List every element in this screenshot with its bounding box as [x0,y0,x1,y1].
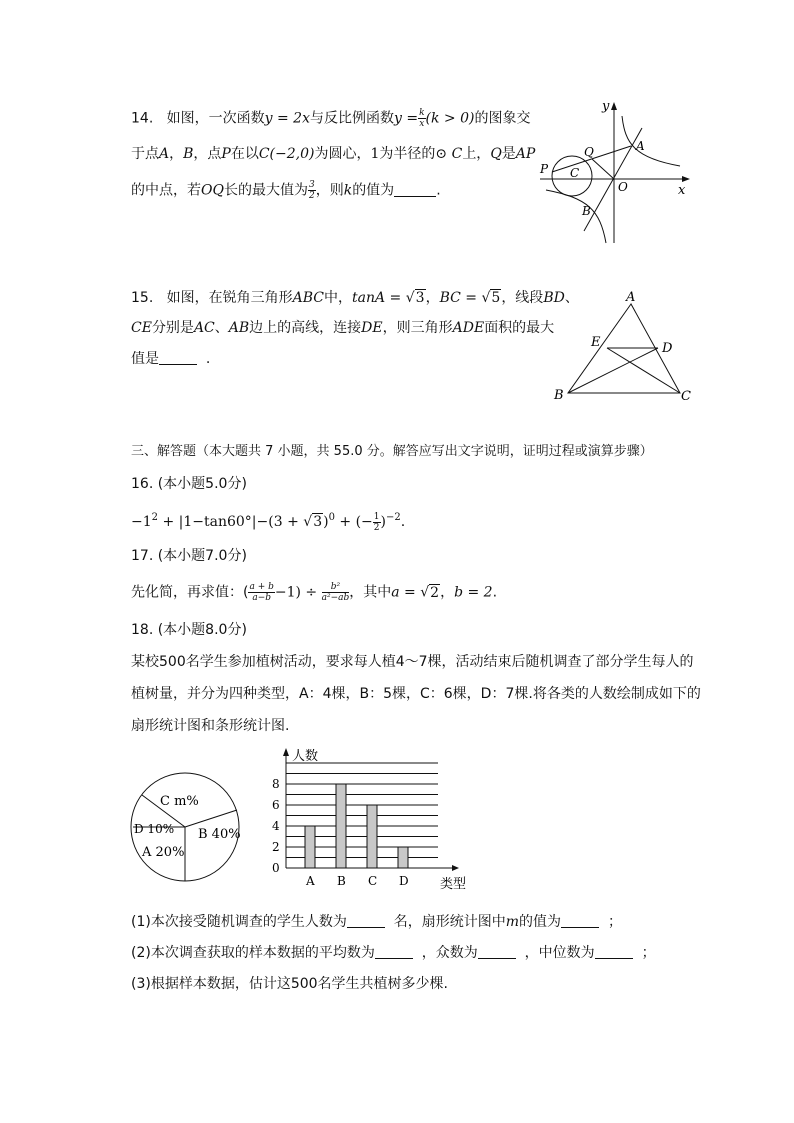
x-tick-label: A [306,874,315,888]
text: ，中位数为 [524,945,595,961]
fraction [322,582,350,603]
text: 、 [214,320,229,336]
y-tick-label: 8 [272,777,280,791]
pie-label-d: D 10% [134,822,175,836]
math: tanA = [352,290,406,306]
bar-c [367,805,377,868]
math: k [343,182,353,199]
text: . [205,351,211,367]
math: . [400,514,406,530]
q15-figure [548,286,698,406]
label-x: x [678,183,686,198]
text: 如图，在锐角三角形 [166,290,293,306]
text: 的值为 [352,182,395,199]
math: B [183,146,194,162]
text: ，众数为 [421,945,478,961]
section-title: 三、解答题（本大题共 7 小题，共 55.0 分。解答应写出文字说明，证明过程或演算步骤） [131,444,653,459]
label-c: C [681,389,691,404]
text: 名，扇形统计图中 [393,914,506,930]
answer-blank [561,913,599,928]
bar-d [398,847,408,868]
text: 面积的最大 [484,320,555,336]
text: 的图象交 [474,110,531,127]
x-tick-label: B [337,874,346,888]
label-d: D [662,341,673,356]
q18-sub1 [131,912,622,932]
math: ADE [452,320,485,336]
q18-sub3: (3)根据样本数据，估计这500名学生共植树多少棵. [131,976,449,992]
text: 的中点，若 [131,182,201,199]
math: Q [490,146,502,162]
math: C [451,146,463,162]
label-c: C [570,166,580,180]
q17-expression: 先化简，再求值：( $\frac{a + b}{a-b}$ −1) ÷ $\frac{\text{b²}}{\text{a²−ab}}$ ，其中a = √2，b = 2. [131,582,498,603]
q18-paragraph-2: 植树量，并分为四种类型，A：4棵，B：5棵，C：6棵，D：7棵.将各类的人数绘制成如下的 [131,686,701,702]
superscript: 2 [151,512,159,523]
fraction [308,180,316,201]
pie-label-a: A 20% [142,845,185,860]
q15-line3 [131,349,210,369]
segment-bd [568,348,658,393]
text: 是 [501,146,516,162]
q16-heading: 16. (本小题5.0分) [131,476,247,492]
label-p: P [540,162,549,176]
y-axis-arrow [611,102,617,110]
text: 在以 [230,146,259,162]
y-tick-label: 4 [272,819,280,833]
x-axis-arrow [452,865,459,871]
text: ； [607,914,622,930]
q14-line3 [131,180,441,201]
q14-number: 14. [131,110,154,127]
math: y = 2x [264,110,310,127]
math: + (− [334,514,373,530]
numerator: 3 [308,180,315,190]
numerator: b² [322,582,350,593]
math: BD [543,290,565,306]
q14-line2 [131,144,535,164]
text: (2)本次调查获取的样本数据的平均数为 [131,945,375,961]
text: ，点 [193,146,222,162]
math: b = 2 [454,584,493,601]
math: OQ [201,182,224,199]
math: AP [515,146,536,162]
label-a: A [636,139,645,153]
fraction [418,108,425,129]
q18-paragraph-1: 某校500名学生参加植树活动，要求每人植4～7棵，活动结束后随机调查了部分学生每人的 [131,654,694,670]
hyperbola-branch-2 [546,190,606,243]
q15-number: 15. [131,290,154,306]
q18-sub2 [131,943,656,963]
numerator: k [419,108,425,118]
circle-symbol: ⊙ [435,146,448,162]
q14-figure [530,98,700,248]
text: ，其中 [349,584,392,601]
math: ) [380,514,386,530]
text: (1)本次接受随机调查的学生人数为 [131,914,347,930]
label-e: E [591,335,601,350]
sqrt-radicand: 3 [313,514,323,530]
text: ， [425,290,440,306]
pie-divider [185,810,237,827]
math: ABC [292,290,324,306]
math: AB [228,320,250,336]
q16-expression: $-1^2 + |1-\tan 60^\circ|-(3 + √3)^0$ + (− $\frac{1}{2}$ )$^{-2}$. [131,511,406,533]
denominator: x [419,119,425,129]
y-axis-label: 人数 [292,749,319,764]
label-b: B [554,388,564,403]
math: DE [361,320,383,336]
x-axis-arrow [682,176,690,182]
label-o: O [618,180,628,194]
pie-label-c: C m% [160,794,199,809]
denominator: 2 [373,522,380,533]
text: ， [169,146,184,162]
text: 边上的高线，连接 [249,320,362,336]
fraction [248,582,274,603]
denominator: a−b [252,593,271,603]
q18-paragraph-3: 扇形统计图和条形统计图. [131,718,290,734]
y-axis-arrow [283,748,289,756]
label-y: y [602,99,610,114]
label-a: A [626,290,636,305]
math: −1) ÷ [274,584,322,601]
text: 如图，一次函数 [166,110,265,127]
numerator: a + b [249,582,274,592]
answer-blank [375,944,413,959]
answer-blank [394,182,436,197]
y-tick-label: 6 [272,798,280,812]
q18-heading: 18. (本小题8.0分) [131,622,247,638]
math: CE [131,320,152,336]
bar-b [336,784,346,868]
q15-line1: 15. 如图，在锐角三角形ABC中，tanA = √3，BC = √5，线段BD、 [131,290,579,306]
math: ) [323,514,329,530]
pie-chart [128,770,248,890]
superscript: −2 [385,512,401,523]
text: ，线段 [501,290,544,306]
text: 长的最大值为 [223,182,308,199]
math: + |1−tan60°|−(3 + [158,514,304,530]
text: 上， [462,146,491,162]
text: 、 [564,290,579,306]
text: ，则三角形 [382,320,453,336]
text: 于点 [131,146,159,162]
math: BC = [439,290,482,306]
q15-line2 [131,318,554,338]
math: C(−2,0) [258,146,315,162]
math: 1 [370,146,380,162]
text: 中， [324,290,352,306]
pie-label-b: B 40% [198,827,241,842]
math: AC [193,320,215,336]
math: y = [393,110,419,127]
text: 为圆心， [314,146,371,162]
bar-chart [262,742,472,894]
math: m [505,914,520,930]
text: . [492,584,498,601]
answer-blank [347,913,385,928]
superscript: 0 [328,512,335,523]
segment-oq [592,159,614,179]
answer-blank [478,944,516,959]
x-tick-label: D [399,874,409,888]
text: 与反比例函数 [309,110,394,127]
math: −1 [131,514,152,530]
q17-heading: 17. (本小题7.0分) [131,548,247,564]
y-tick-label: 2 [272,840,280,854]
text: . [436,182,441,199]
math: P [221,146,231,162]
sqrt-radicand: 2 [430,584,440,601]
text: 的值为 [519,914,562,930]
text: 值是 [131,351,159,367]
answer-blank [159,350,197,365]
q14-line1 [131,108,530,129]
denominator: a²−ab [321,593,350,603]
math: a = [391,584,421,601]
y-tick-label: 0 [272,861,280,875]
fraction [373,512,381,533]
sqrt-radicand: 3 [415,290,425,306]
label-b: B [582,204,591,218]
denominator: 2 [308,191,315,201]
text: 分别是 [151,320,194,336]
hyperbola-branch-1 [622,116,680,166]
text: ， [440,584,455,601]
text: ，则 [315,182,344,199]
numerator: 1 [373,511,380,522]
text: 先化简，再求值：( [131,584,249,601]
math: A [159,146,170,162]
answer-blank [595,944,633,959]
math: (k > 0) [425,110,475,127]
text: 为半径的 [379,146,436,162]
x-tick-label: C [368,874,378,888]
sqrt-radicand: 5 [491,290,501,306]
text: ； [641,945,656,961]
bar-a [305,826,315,868]
label-q: Q [584,145,594,159]
x-axis-label: 类型 [440,877,467,892]
